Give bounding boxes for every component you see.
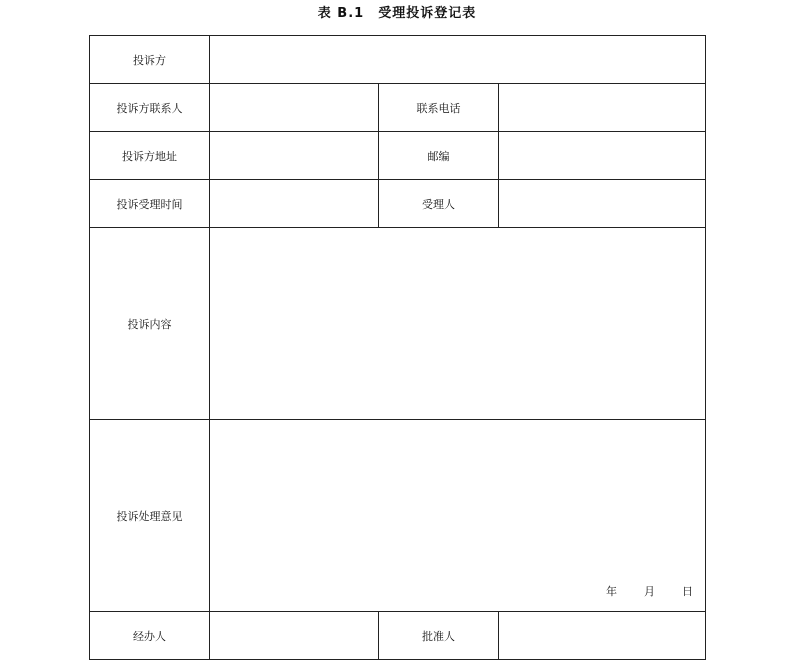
date-year: 年 bbox=[606, 585, 618, 598]
receiver-field[interactable] bbox=[499, 180, 706, 228]
opinion-label: 投诉处理意见 bbox=[90, 420, 210, 612]
complainant-label: 投诉方 bbox=[90, 36, 210, 84]
date-month: 月 bbox=[644, 585, 656, 598]
approver-label: 批准人 bbox=[379, 612, 499, 660]
form-title bbox=[0, 2, 794, 21]
opinion-field[interactable] bbox=[210, 420, 706, 612]
table-row bbox=[90, 132, 706, 180]
address-label: 投诉方地址 bbox=[90, 132, 210, 180]
handler-label: 经办人 bbox=[90, 612, 210, 660]
table-row bbox=[90, 228, 706, 420]
table-row bbox=[90, 420, 706, 612]
accept-time-field[interactable] bbox=[210, 180, 379, 228]
phone-label: 联系电话 bbox=[379, 84, 499, 132]
date-line bbox=[606, 583, 693, 599]
table-row bbox=[90, 612, 706, 660]
complainant-field[interactable] bbox=[210, 36, 706, 84]
content-field[interactable] bbox=[210, 228, 706, 420]
table-number: 表 B.1 bbox=[317, 6, 365, 21]
address-field[interactable] bbox=[210, 132, 379, 180]
receiver-label: 受理人 bbox=[379, 180, 499, 228]
content-label: 投诉内容 bbox=[90, 228, 210, 420]
date-day: 日 bbox=[682, 585, 694, 598]
postcode-field[interactable] bbox=[499, 132, 706, 180]
complaint-registration-table bbox=[89, 35, 706, 660]
accept-time-label: 投诉受理时间 bbox=[90, 180, 210, 228]
contact-person-field[interactable] bbox=[210, 84, 379, 132]
handler-field[interactable] bbox=[210, 612, 379, 660]
contact-person-label: 投诉方联系人 bbox=[90, 84, 210, 132]
phone-field[interactable] bbox=[499, 84, 706, 132]
table-title: 受理投诉登记表 bbox=[378, 6, 477, 21]
table-row bbox=[90, 180, 706, 228]
table-row bbox=[90, 36, 706, 84]
approver-field[interactable] bbox=[499, 612, 706, 660]
postcode-label: 邮编 bbox=[379, 132, 499, 180]
table-row bbox=[90, 84, 706, 132]
